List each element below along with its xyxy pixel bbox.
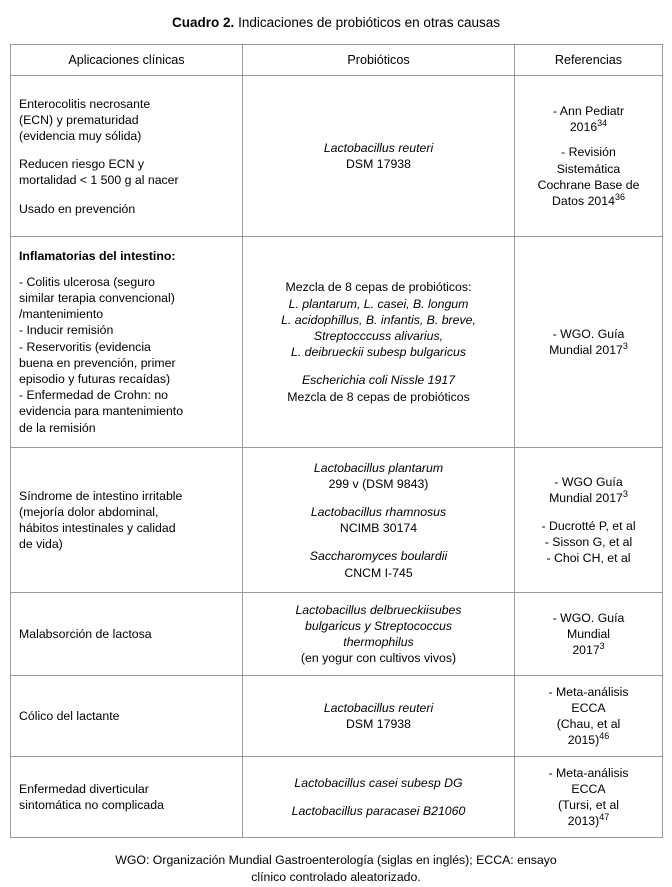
line: Cólico del lactante — [19, 709, 120, 724]
line: - Ducrotté P, et al — [541, 519, 636, 534]
line: de la remisión — [19, 420, 96, 435]
line: Síndrome de intestino irritable — [19, 488, 183, 503]
cell-references — [515, 237, 663, 448]
line: Mundial 2017 — [549, 490, 623, 505]
line: ECCA — [571, 781, 606, 796]
cell-indication — [11, 757, 243, 838]
table-header-row — [11, 44, 663, 76]
line: Saccharomyces boulardii — [309, 549, 448, 564]
caption-text: Indicaciones de probióticos en otras causas — [238, 15, 500, 30]
reference-superscript: 46 — [599, 731, 610, 742]
line: DSM 17938 — [346, 157, 411, 172]
cell-references — [515, 593, 663, 676]
line: Malabsorción de lactosa — [19, 627, 152, 642]
reference-superscript: 47 — [599, 812, 610, 823]
line: Lactobacillus delbrueckiisubes — [295, 602, 462, 617]
col-header-probioticos: Probióticos — [243, 44, 515, 76]
line: - Inducir remisión — [19, 323, 114, 338]
line: - Choi CH, et al — [546, 551, 631, 566]
line: - WGO. Guía — [552, 610, 625, 625]
footnote-line-1: WGO: Organización Mundial Gastroenterología (siglas en inglés); ECCA: ensayo — [115, 853, 557, 868]
cell-probiotics — [243, 676, 515, 757]
line: (evidencia muy sólida) — [19, 128, 142, 143]
cell-probiotics — [243, 76, 515, 237]
table-row — [11, 676, 663, 757]
footnote-line-2: clínico controlado aleatorizado. — [251, 870, 421, 885]
cell-indication — [11, 237, 243, 448]
line: Mundial — [566, 627, 611, 642]
col-header-referencias: Referencias — [515, 44, 663, 76]
cell-probiotics — [243, 237, 515, 448]
line: 2016 — [569, 120, 598, 135]
line: buena en prevención, primer — [19, 355, 176, 370]
caption-label: Cuadro 2. — [172, 15, 235, 30]
line: similar terapia convencional) — [19, 290, 175, 305]
line: DSM 17938 — [346, 717, 411, 732]
line: evidencia para mantenimiento — [19, 404, 184, 419]
line: - Colitis ulcerosa (seguro — [19, 274, 155, 289]
cell-references — [515, 448, 663, 593]
reference-superscript: 34 — [597, 118, 608, 129]
line: de vida) — [19, 537, 63, 552]
line: bulgaricus y Streptococcus — [305, 618, 452, 633]
line: (mejoría dolor abdominal, — [19, 504, 159, 519]
line: episodio y futuras recaídas) — [19, 371, 171, 386]
cell-references — [515, 76, 663, 237]
line: ECCA — [571, 700, 606, 715]
line: - Sisson G, et al — [544, 535, 633, 550]
line: Mundial 2017 — [549, 343, 623, 358]
probiotics-table — [10, 44, 663, 839]
cell-indication — [11, 676, 243, 757]
line: L. acidophillus, B. infantis, B. breve, — [281, 312, 476, 327]
table-row — [11, 76, 663, 237]
line: /mantenimiento — [19, 307, 104, 322]
line: - Meta-análisis — [548, 765, 629, 780]
line: Lactobacillus reuteri — [323, 700, 434, 715]
table-row — [11, 448, 663, 593]
table-caption — [10, 14, 662, 32]
line: CNCM I-745 — [344, 565, 413, 580]
reference-superscript: 3 — [622, 341, 628, 352]
line: Inflamatorias del intestino: — [19, 249, 176, 264]
line: Cochrane Base de — [537, 177, 640, 192]
line: Reducen riesgo ECN y — [19, 157, 145, 172]
line: Lactobacillus casei subesp DG — [294, 775, 463, 790]
line: Mezcla de 8 cepas de probióticos: — [285, 280, 472, 295]
line: 2013) — [567, 814, 600, 829]
table-row — [11, 593, 663, 676]
line: - Enfermedad de Crohn: no — [19, 388, 169, 403]
line: - Meta-análisis — [548, 684, 629, 699]
line: Mezcla de 8 cepas de probióticos — [287, 389, 470, 404]
line: - Revisión — [561, 145, 616, 160]
col-header-aplicaciones: Aplicaciones clínicas — [11, 44, 243, 76]
line: NCIMB 30174 — [339, 521, 418, 536]
line: L. deibrueckii subesp bulgaricus — [291, 345, 466, 360]
cell-indication — [11, 76, 243, 237]
line: - Reservoritis (evidencia — [19, 339, 151, 354]
line: hábitos intestinales y calidad — [19, 521, 176, 536]
cell-indication — [11, 448, 243, 593]
line: 2015) — [567, 733, 600, 748]
line: 2017 — [572, 643, 600, 658]
line: Sistemática — [556, 161, 621, 176]
line: (ECN) y prematuridad — [19, 112, 139, 127]
cell-probiotics — [243, 757, 515, 838]
line: Lactobacillus paracasei B21060 — [291, 804, 466, 819]
cell-probiotics — [243, 593, 515, 676]
line: (en yogur con cultivos vivos) — [300, 651, 457, 666]
line: Enterocolitis necrosante — [19, 96, 151, 111]
line: Datos 2014 — [552, 194, 615, 209]
line: Lactobacillus plantarum — [313, 460, 444, 475]
line: Usado en prevención — [19, 201, 136, 216]
line: Lactobacillus reuteri — [323, 140, 434, 155]
line: mortalidad < 1 500 g al nacer — [19, 173, 179, 188]
reference-superscript: 3 — [622, 488, 628, 499]
line: L. plantarum, L. casei, B. longum — [288, 296, 469, 311]
reference-superscript: 36 — [614, 192, 625, 202]
line: Escherichia coli Nissle 1917 — [301, 373, 456, 388]
reference-superscript: 3 — [599, 641, 605, 652]
table-row — [11, 757, 663, 838]
cell-references — [515, 676, 663, 757]
cell-indication — [11, 593, 243, 676]
line: Streptocccuss alivarius, — [313, 329, 444, 344]
line: 299 v (DSM 9843) — [328, 476, 429, 491]
table-footnote — [36, 852, 636, 886]
table-row — [11, 237, 663, 448]
cell-probiotics — [243, 448, 515, 593]
line: thermophilus — [343, 635, 414, 650]
cell-references — [515, 757, 663, 838]
line: - WGO. Guía — [552, 326, 625, 341]
line: (Chau, et al — [556, 717, 621, 732]
line: - WGO Guía — [554, 474, 623, 489]
line: (Tursi, et al — [557, 798, 620, 813]
line: - Ann Pediatr — [552, 104, 625, 118]
line: Lactobacillus rhamnosus — [310, 504, 447, 519]
line: sintomática no complicada — [19, 798, 164, 813]
line: Enfermedad diverticular — [19, 781, 149, 796]
